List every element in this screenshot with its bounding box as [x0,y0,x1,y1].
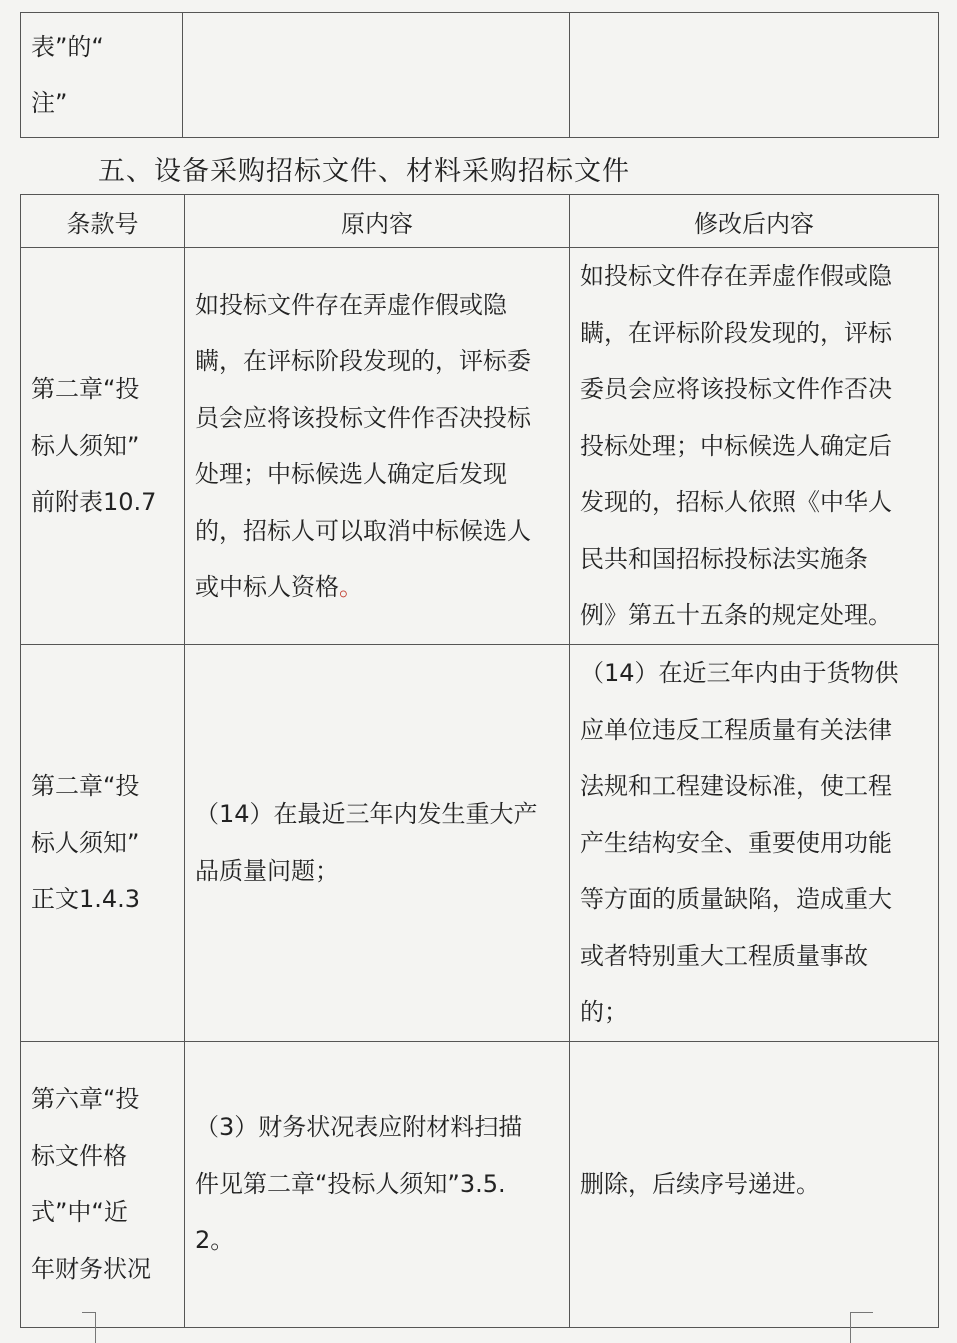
clause-line: 表”的“ [31,32,104,61]
table-row [21,1041,939,1327]
revised-cell [570,248,939,645]
header-revised: 修改后内容 [570,195,939,248]
original-line [195,559,559,616]
original-line-text: 或中标人资格 [195,573,339,601]
previous-table-fragment [20,12,939,138]
revised-cell [570,645,939,1042]
revised-line: 瞒，在评标阶段发现的，评标 [580,318,892,347]
clause-cell [21,645,185,1042]
clause-line: 第二章“投 [31,375,140,404]
revised-line: 如投标文件存在弄虚作假或隐 [580,262,892,291]
revised-line: 民共和国招标投标法实施条 [580,544,868,573]
original-line: （3）财务状况表应附材料扫描 [195,1113,523,1142]
revised-line: 例》第五十五条的规定处理。 [580,601,892,630]
original-line: 处理；中标候选人确定后发现 [195,460,507,488]
original-cell [185,645,570,1042]
original-end-mark: 。 [339,573,363,601]
table-row [21,248,939,645]
clause-line: 第二章“投 [31,772,140,800]
clause-line: 标文件格 [31,1141,127,1170]
revised-line: 投标处理；中标候选人确定后 [580,431,892,460]
original-cell [185,1041,570,1327]
revised-line: 法规和工程建设标准，使工程 [580,772,892,800]
clause-line: 式”中“近 [31,1198,128,1226]
original-line: 品质量问题； [195,856,339,885]
amendment-table [20,194,939,1328]
revised-line: 或者特别重大工程质量事故 [580,941,868,970]
original-line: 瞒，在评标阶段发现的，评标委 [195,347,531,375]
table-row [21,645,939,1042]
original-line: 2。 [195,1226,235,1255]
clause-line: 注” [31,89,68,117]
revised-line: 应单位违反工程质量有关法律 [580,715,892,744]
revised-line: 的； [580,998,628,1026]
clause-line: 标人须知” [31,431,140,460]
original-line: 件见第二章“投标人须知”3.5. [195,1169,506,1198]
table-row [21,13,939,138]
page-corner-mark-left [82,1312,96,1343]
original-cell [185,248,570,645]
clause-line: 年财务状况 [31,1254,151,1283]
header-row [21,195,939,248]
clause-cell [21,248,185,645]
clause-line: 第六章“投 [31,1085,140,1113]
clause-line: 前附表10.7 [31,488,157,517]
header-original: 原内容 [185,195,570,248]
section-title: 五、设备采购招标文件、材料采购招标文件 [98,156,630,187]
revised-line: 委员会应将该投标文件作否决 [580,375,892,404]
revised-cell [570,1041,939,1327]
revised-line: 等方面的质量缺陷，造成重大 [580,885,892,913]
revised-line: 删除，后续序号递进。 [580,1169,820,1198]
original-line: （14）在最近三年内发生重大产 [195,800,538,829]
clause-cell [21,1041,185,1327]
original-cell [183,13,570,138]
original-line: 员会应将该投标文件作否决投标 [195,403,531,432]
revised-line: 发现的，招标人依照《中华人 [580,488,892,517]
clause-line: 正文1.4.3 [31,885,141,913]
original-line: 的，招标人可以取消中标候选人 [195,516,531,545]
header-clause: 条款号 [21,195,185,248]
clause-cell [21,13,183,138]
revised-cell [570,13,939,138]
original-line: 如投标文件存在弄虚作假或隐 [195,290,507,319]
revised-line: （14）在近三年内由于货物供 [580,659,899,687]
revised-line: 产生结构安全、重要使用功能 [580,828,892,857]
clause-line: 标人须知” [31,828,140,857]
page-corner-mark-right [850,1312,873,1343]
